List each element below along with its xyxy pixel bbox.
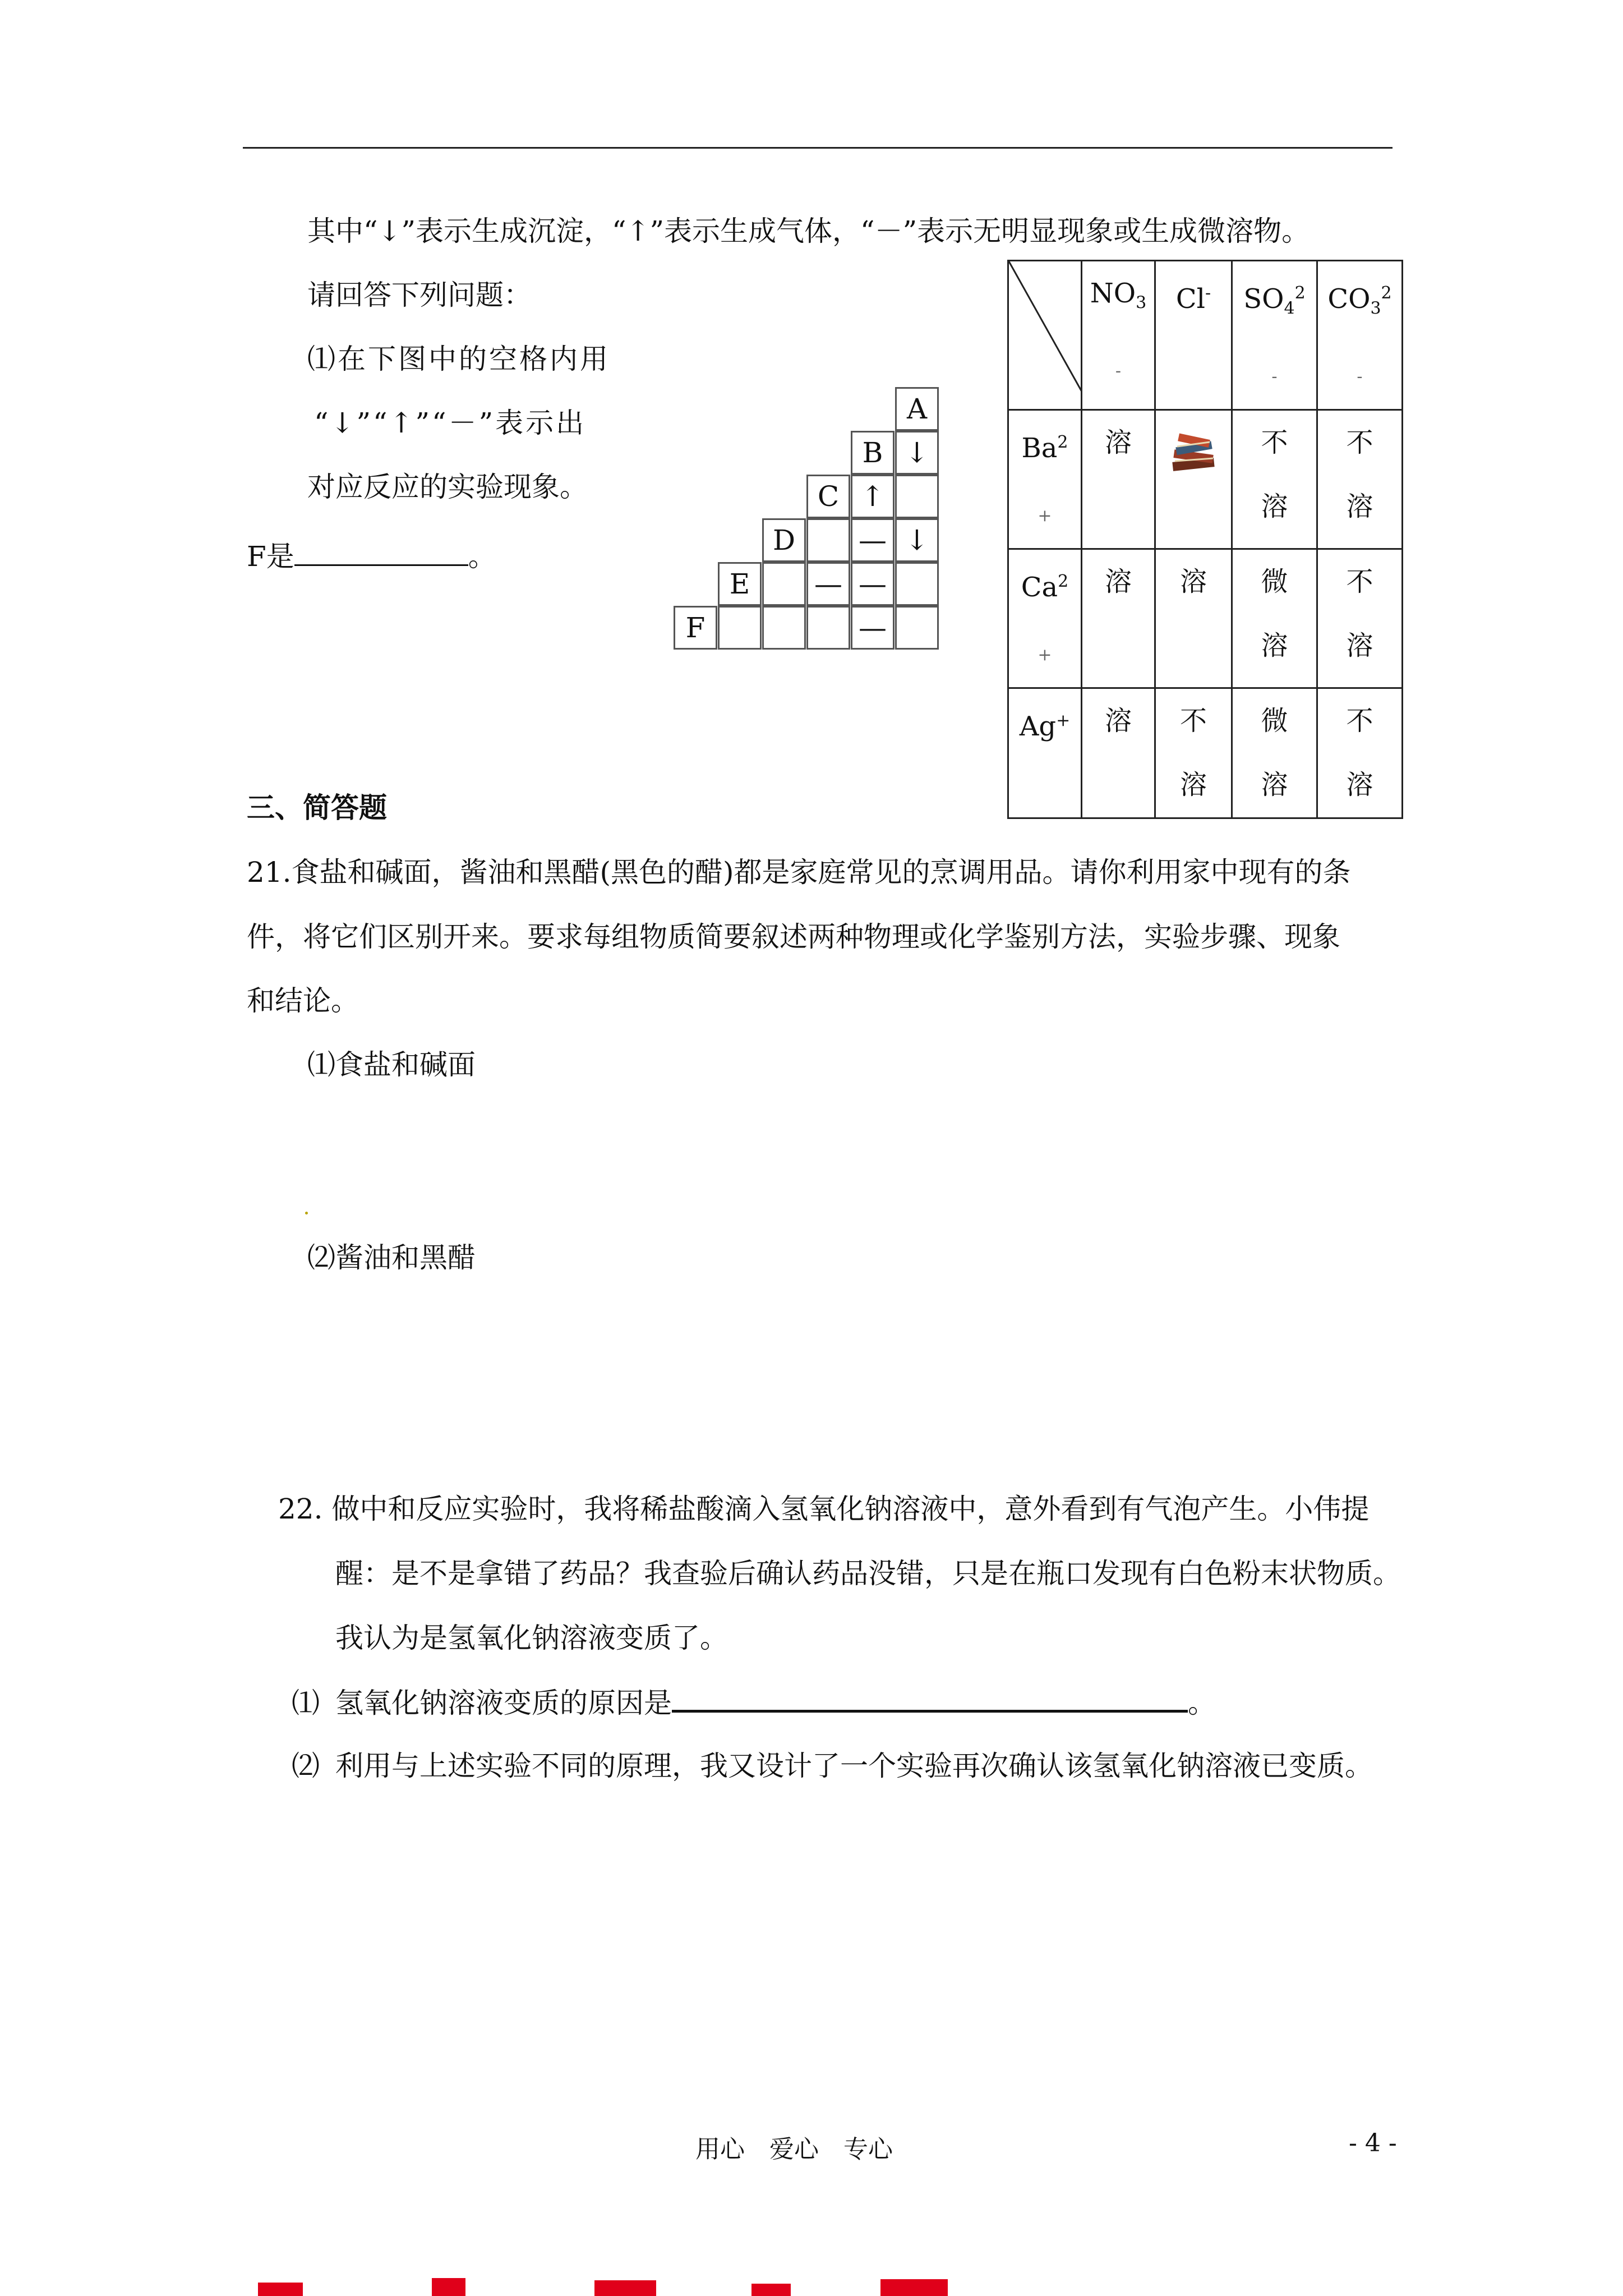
label-a: A [895, 387, 939, 431]
q21-line2: 件，将它们区别开来。要求每组物质简要叙述两种物理或化学鉴别方法，实验步骤、现象 [247, 921, 1340, 953]
cell-d-e[interactable] [762, 562, 806, 606]
q22-sub1-num: ⑴ [292, 1687, 320, 1719]
cell-ba-co3: 不 溶 [1317, 409, 1403, 549]
cell-ag-cl: 不 溶 [1155, 688, 1232, 818]
red-banner-strokes [247, 2275, 1424, 2296]
row-ag-ion: Ag+ [1008, 688, 1082, 818]
cell-ca-no3: 溶 [1082, 549, 1155, 688]
label-e: E [718, 562, 762, 606]
header-nitrate: $NO_3$ - [1082, 261, 1155, 410]
row-ba-ion: $Ba^2$ + [1008, 409, 1082, 549]
q1-line1: ⑴在下图中的空格内用 [307, 343, 610, 375]
q1-line3: 对应反应的实验现象。 [307, 471, 588, 503]
header-chloride: Cl- [1155, 261, 1232, 410]
red-banner-clipped [247, 2275, 1424, 2296]
q21-line1: 21.食盐和碱面，酱油和黑醋(黑色的醋)都是家庭常见的烹调用品。请你利用家中现有的条 [247, 856, 1351, 889]
q22-sub1-answer-blank[interactable] [672, 1685, 1188, 1713]
cell-c-d[interactable] [806, 518, 850, 562]
q21-sub1: ⑴食盐和碱面 [307, 1048, 476, 1081]
cell-a-c[interactable] [895, 475, 939, 518]
cell-ca-so4: 微 溶 [1232, 549, 1317, 688]
q21-line3: 和结论。 [247, 984, 359, 1017]
books-image [1168, 427, 1219, 478]
f-is-prefix: F是 [247, 540, 294, 573]
cell-b-f[interactable]: — [851, 606, 895, 650]
label-d: D [762, 518, 806, 562]
diagonal-line [1009, 261, 1082, 393]
q22-sub2-text: 利用与上述实验不同的原理，我又设计了一个实验再次确认该氢氧化钠溶液已变质。 [335, 1750, 1373, 1782]
f-answer-blank[interactable] [294, 540, 468, 566]
cell-e-f[interactable] [718, 606, 762, 650]
corner-diagonal-cell [1008, 261, 1082, 410]
q21-sub2: ⑵酱油和黑醋 [307, 1241, 476, 1274]
label-f: F [674, 606, 717, 650]
cell-c-e[interactable]: — [806, 562, 850, 606]
header-sulfate: $SO_4^2$ - [1232, 261, 1317, 410]
cell-d-f[interactable] [762, 606, 806, 650]
label-c: C [806, 475, 850, 518]
section3-title: 三、简答题 [247, 792, 387, 824]
cell-b-e[interactable]: — [851, 562, 895, 606]
footer-page-number: - 4 - [1349, 2129, 1397, 2157]
cell-ba-cl [1155, 409, 1232, 549]
cell-ba-so4: 不 溶 [1232, 409, 1317, 549]
cell-ba-no3: 溶 [1082, 409, 1155, 549]
stray-dot [305, 1212, 308, 1214]
header-carbonate: $CO_3^2$ - [1317, 261, 1403, 410]
cell-a-b[interactable]: ↓ [895, 431, 939, 475]
q22-line3: 我认为是氢氧化钠溶液变质了。 [335, 1622, 728, 1654]
header-rule [243, 147, 1393, 149]
q22-sub1-end: 。 [1188, 1687, 1216, 1719]
cell-a-d[interactable]: ↓ [895, 518, 939, 562]
cell-a-f[interactable] [895, 606, 939, 650]
label-b: B [851, 431, 895, 475]
cell-b-d[interactable]: — [851, 518, 895, 562]
row-ca-ion: $Ca^2$ + [1008, 549, 1082, 688]
cell-ca-cl: 溶 [1155, 549, 1232, 688]
prompt-line: 请回答下列问题： [307, 279, 532, 311]
f-answer-line [247, 540, 496, 573]
cell-ag-no3: 溶 [1082, 688, 1155, 818]
solubility-table [1007, 260, 1403, 819]
footer-slogan: 用心 爱心 专心 [695, 2135, 893, 2164]
f-is-suffix: 。 [468, 540, 496, 573]
q22-sub1-line [292, 1685, 1216, 1720]
cell-a-e[interactable] [895, 562, 939, 606]
cell-b-c[interactable]: ↑ [851, 475, 895, 518]
q22-sub2-num: ⑵ [292, 1750, 320, 1782]
q22-line1: 22. 做中和反应实验时，我将稀盐酸滴入氢氧化钠溶液中，意外看到有气泡产生。小伟提 [278, 1493, 1370, 1525]
cell-c-f[interactable] [806, 606, 850, 650]
q22-line2: 醒：是不是拿错了药品？我查验后确认药品没错，只是在瓶口发现有白色粉末状物质。 [335, 1557, 1401, 1590]
q22-sub1-text: 氢氧化钠溶液变质的原因是 [335, 1687, 672, 1719]
cell-ag-so4: 微 溶 [1232, 688, 1317, 818]
q22-sub2-line [292, 1749, 1373, 1783]
q1-line2: “↓”“↑”“－”表示出 [314, 407, 587, 439]
intro-line: 其中“↓”表示生成沉淀，“↑”表示生成气体，“－”表示无明显现象或生成微溶物。 [307, 215, 1310, 247]
cell-ca-co3: 不 溶 [1317, 549, 1403, 688]
cell-ag-co3: 不 溶 [1317, 688, 1403, 818]
